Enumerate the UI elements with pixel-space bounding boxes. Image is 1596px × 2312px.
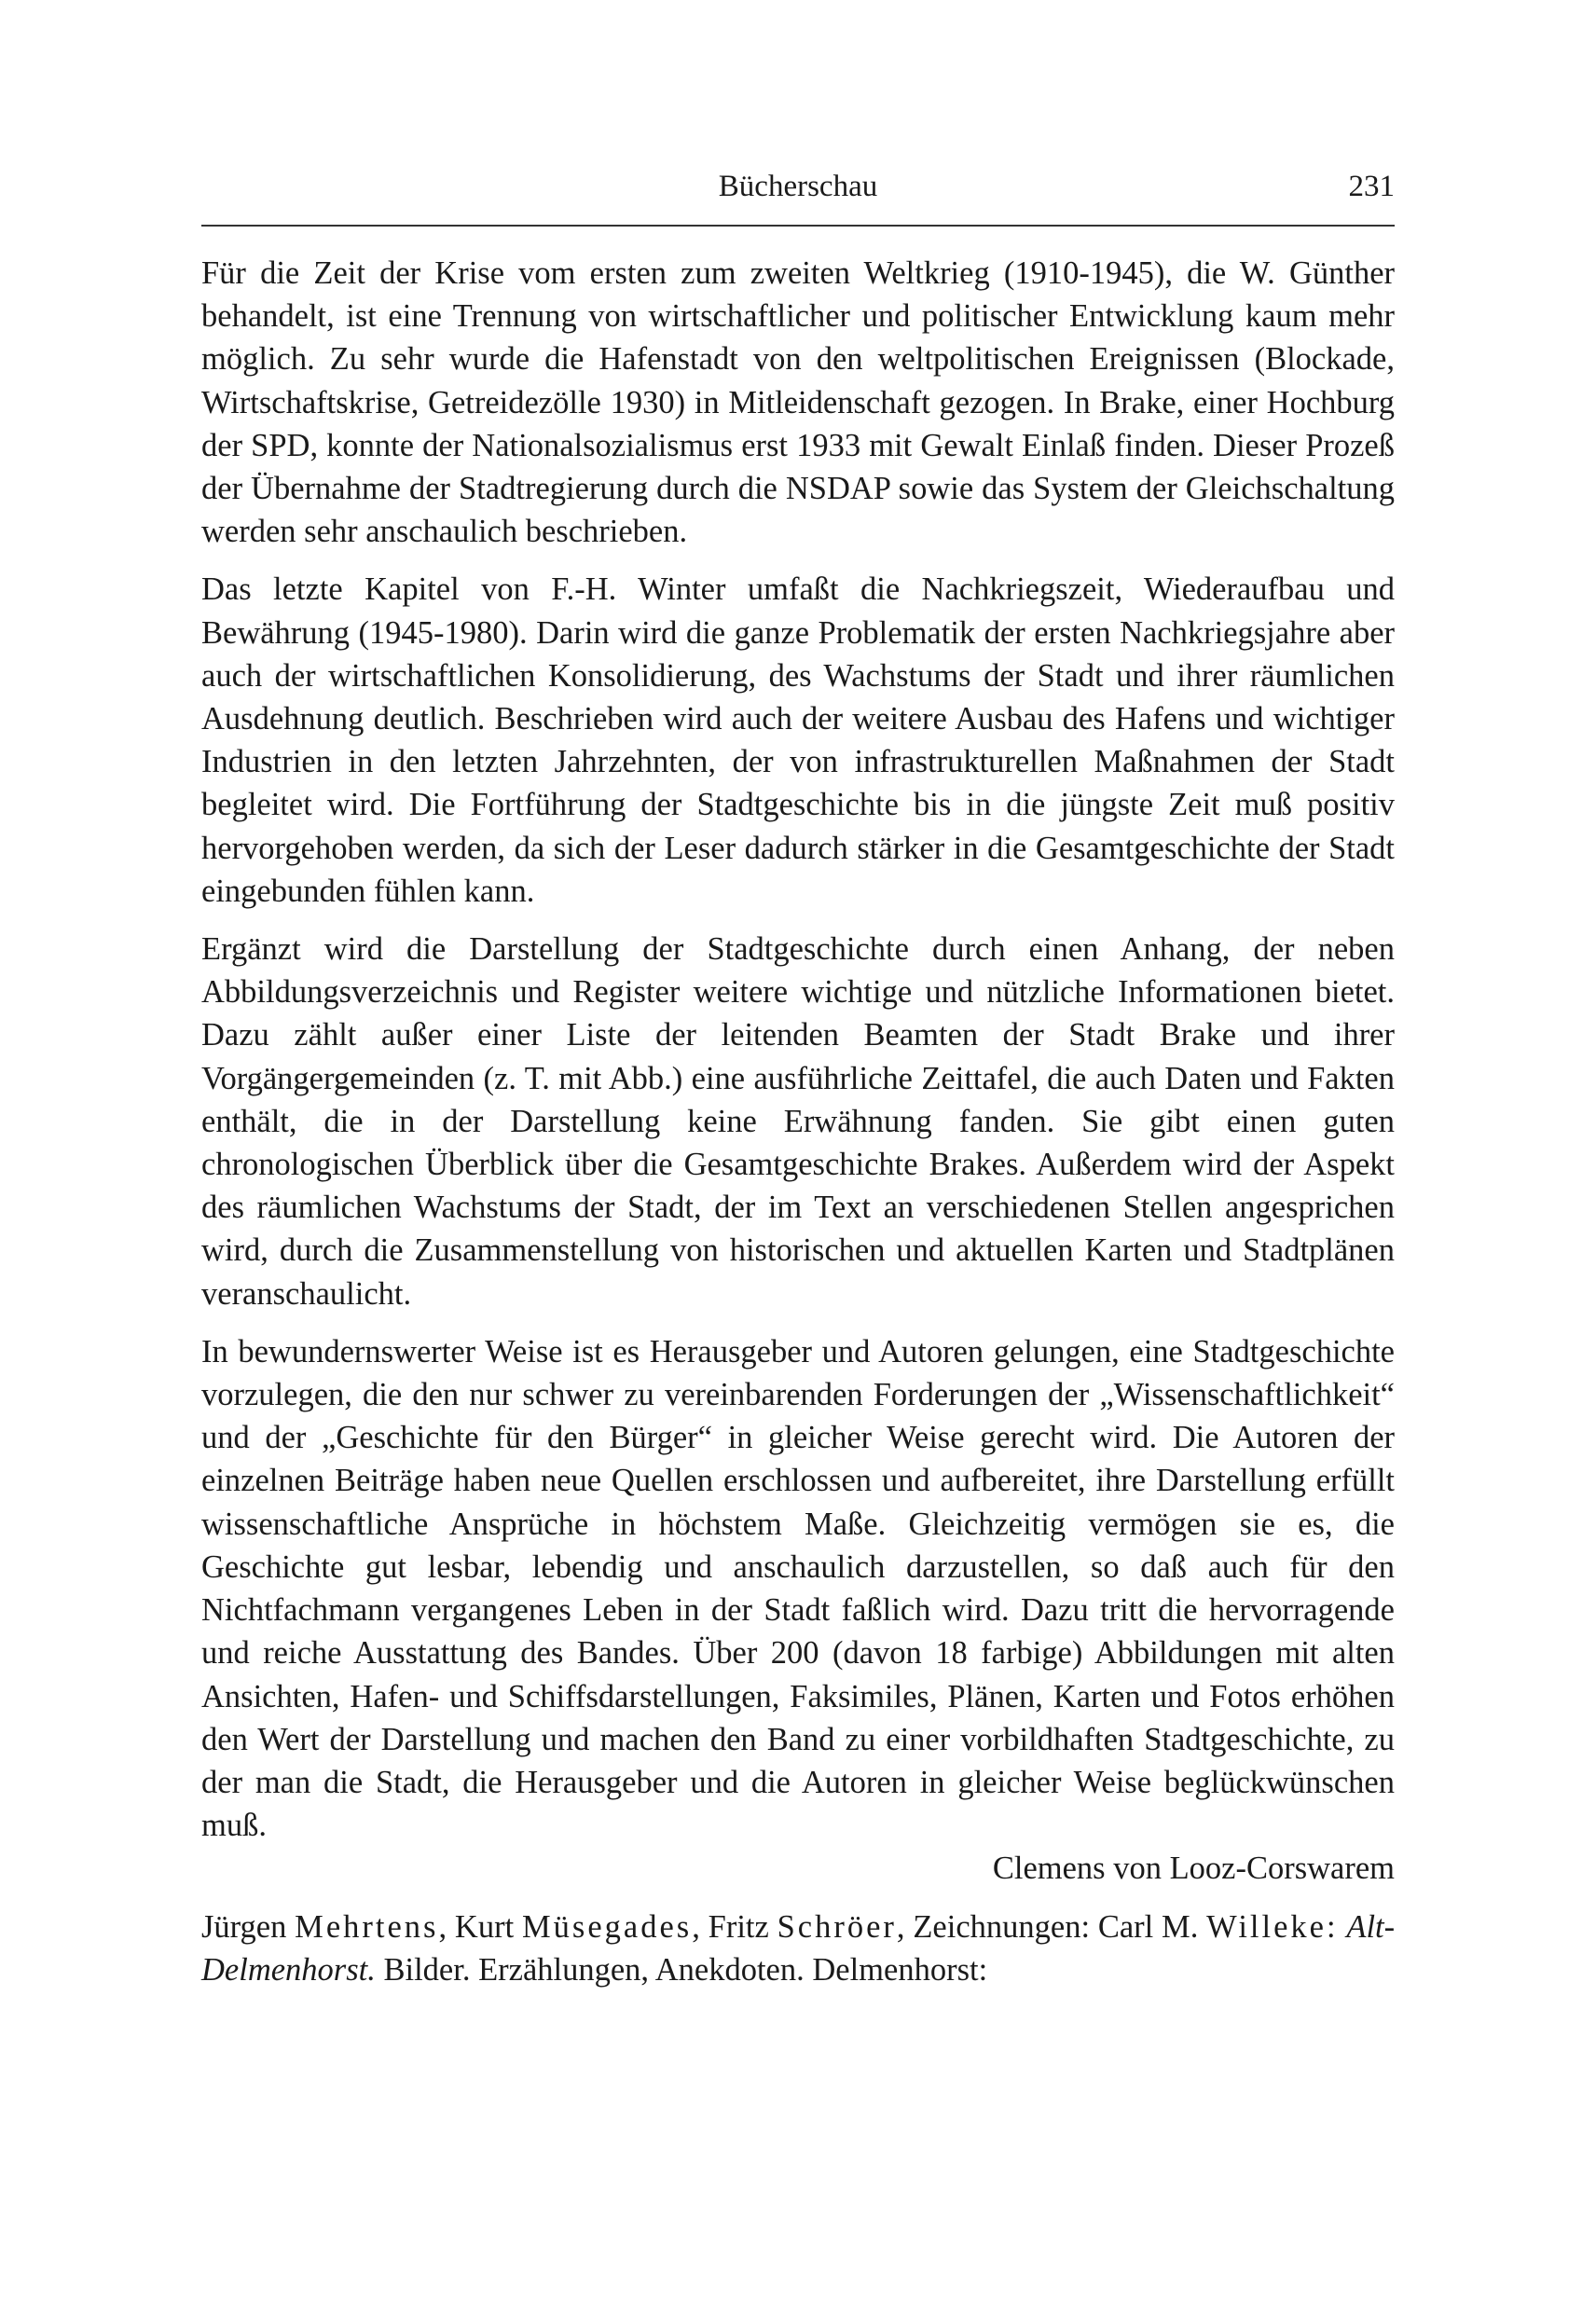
author-last-name: Schröer xyxy=(777,1908,897,1945)
paragraph: Ergänzt wird die Darstellung der Stadtgeschichte durch einen Anhang, der neben Abbildungsverzeichnis und Register weitere wichtige und nützliche Informationen bietet. Dazu zählt außer einer Liste der leitenden Beamten der Stadt Brake und ihrer Vorgängergemeinden (z. T. mit Abb.) eine ausführliche Zeittafel, die auch Daten und Fakten enthält, die in der Darstellung keine Erwähnung fanden. Sie gibt einen guten chronologischen Überblick über die Gesamtgeschichte Brakes. Außerdem wird der Aspekt des räumlichen Wachstums der Stadt, der im Text an verschiedenen Stellen angesprichen wird, durch die Zusammenstellung von historischen und aktuellen Karten und Stadtplänen veranschaulicht. xyxy=(201,931,1395,1312)
page-number: 231 xyxy=(1348,170,1395,203)
paragraph: Für die Zeit der Krise vom ersten zum zweiten Weltkrieg (1910-1945), die W. Günther behandelt, ist eine Trennung von wirtschaftlicher und politischer Entwicklung kaum mehr möglich. Zu sehr wurde die Hafenstadt von den weltpolitischen Ereignissen (Blockade, Wirtschaftskrise, Getreidezölle 1930) in Mitleidenschaft gezogen. In Brake, einer Hochburg der SPD, konnte der Nationalsozialismus erst 1933 mit Gewalt Einlaß finden. Dieser Prozeß der Übernahme der Stadtregierung durch die NSDAP sowie das System der Gleichschaltung werden sehr anschaulich beschrieben. xyxy=(201,255,1395,550)
book-title: Alt-Delmenhorst. xyxy=(201,1908,1396,1988)
author-first-name: Fritz xyxy=(708,1908,769,1945)
paragraph: Das letzte Kapitel von F.-H. Winter umfaßt die Nachkriegszeit, Wiederaufbau und Bewährung (1945-1980). Darin wird die ganze Problematik der ersten Nachkriegsjahre aber auch der wirtschaftlichen Konsolidierung, des Wachstums der Stadt und ihrer räumlichen Ausdehnung deutlich. Beschrieben wird auch der weitere Ausbau des Hafens und wichtiger Industrien in den letzten Jahrzehnten, der von infrastrukturellen Maßnahmen der Stadt begleitet wird. Die Fortführung der Stadtgeschichte bis in die jüngste Zeit muß positiv hervorgehoben werden, da sich der Leser dadurch stärker in die Gesamtgeschichte der Stadt eingebunden fühlen kann. xyxy=(201,571,1395,909)
header-rule xyxy=(201,225,1395,227)
citation-details: Bilder. Erzählungen, Anekdoten. Delmenhorst: xyxy=(383,1951,988,1988)
running-head xyxy=(201,170,1395,216)
author-last-name: Müsegades xyxy=(521,1908,693,1945)
body-text xyxy=(201,252,1395,2006)
illustrator-last-name: Willeke: xyxy=(1206,1908,1339,1945)
reviewer-signature: Clemens von Looz-Corswarem xyxy=(992,1851,1395,1887)
running-head-title: Bücherschau xyxy=(718,170,878,203)
illustrator-prefix: Zeichnungen: Carl M. xyxy=(913,1908,1199,1945)
author-last-name: Mehrtens xyxy=(295,1908,439,1945)
next-review-citation: Jürgen Mehrtens, Kurt Müsegades, Fritz Schröer, Zeichnungen: Carl M. Willeke: Alt-Delmenhorst. Bilder. Erzählungen, Anekdoten. Delmenhorst: xyxy=(201,1908,1396,1988)
author-first-name: Kurt xyxy=(454,1908,515,1945)
paragraph: In bewundernswerter Weise ist es Herausgeber und Autoren gelungen, eine Stadtgeschichte vorzulegen, die den nur schwer zu vereinbarenden Forderungen der „Wissenschaftlichkeit“ und der „Geschichte für den Bürger“ in gleicher Weise gerecht wird. Die Autoren der einzelnen Beiträge haben neue Quellen erschlossen und aufbereitet, ihre Darstellung erfüllt wissenschaftliche Ansprüche in höchstem Maße. Gleichzeitig vermögen sie es, die Geschichte gut lesbar, lebendig und anschaulich darzustellen, so daß auch für den Nichtfachmann vergangenes Leben in der Stadt faßlich wird. Dazu tritt die hervorragende und reiche Ausstattung des Bandes. Über 200 (davon 18 farbige) Abbildungen mit alten Ansichten, Hafen- und Schiffsdarstellungen, Faksimiles, Plänen, Karten und Fotos erhöhen den Wert der Darstellung und machen den Band zu einer vorbildhaften Stadtgeschichte, zu der man die Stadt, die Herausgeber und die Autoren in gleicher Weise beglückwünschen muß. xyxy=(201,1333,1395,1844)
author-first-name: Jürgen xyxy=(201,1908,287,1945)
